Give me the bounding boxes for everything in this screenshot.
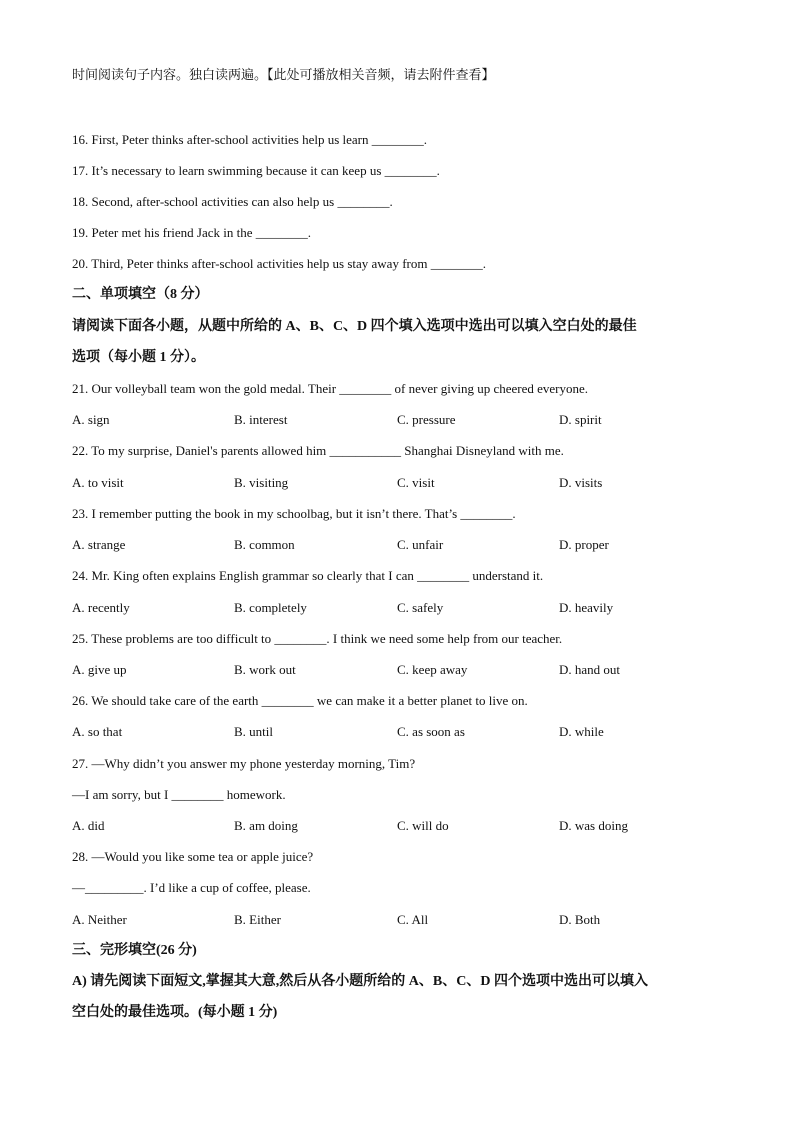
section-3-instruction: A) 请先阅读下面短文,掌握其大意,然后从各小题所给的 A、B、C、D 四个选项中选出可以填入 bbox=[72, 974, 648, 989]
question-28-stem-reply: —_________. I’d like a cup of coffee, please. bbox=[72, 880, 311, 895]
question-24-stem: 24. Mr. King often explains English grammar so clearly that I can ________ understand it. bbox=[72, 568, 544, 583]
option-a: A. did bbox=[72, 818, 105, 833]
question-22-stem: 22. To my surprise, Daniel's parents allowed him ___________ Shanghai Disneyland with me. bbox=[72, 443, 564, 458]
section-2-instruction: 请阅读下面各小题，从题中所给的 A、B、C、D 四个填入选项中选出可以填入空白处的最佳 bbox=[72, 319, 637, 334]
option-d: D. visits bbox=[559, 475, 603, 490]
question-22-options bbox=[72, 474, 722, 492]
question-20: 20. Third, Peter thinks after-school activities help us stay away from ________. bbox=[72, 256, 486, 271]
option-d: D. proper bbox=[559, 537, 609, 552]
question-28-options bbox=[72, 911, 722, 929]
question-23-options bbox=[72, 536, 722, 554]
option-c: C. unfair bbox=[397, 537, 444, 552]
option-d: D. spirit bbox=[559, 412, 602, 427]
question-27-stem: 27. —Why didn’t you answer my phone yesterday morning, Tim? bbox=[72, 756, 416, 771]
option-b: B. visiting bbox=[234, 475, 289, 490]
option-a: A. recently bbox=[72, 600, 130, 615]
option-d: D. Both bbox=[559, 912, 601, 927]
option-b: B. interest bbox=[234, 412, 288, 427]
question-19: 19. Peter met his friend Jack in the ________. bbox=[72, 225, 312, 240]
option-c: C. All bbox=[397, 912, 429, 927]
option-c: C. visit bbox=[397, 475, 435, 490]
option-a: A. give up bbox=[72, 662, 127, 677]
listening-intro: 时间阅读句子内容。独白读两遍。【此处可播放相关音频，请去附件查看】 bbox=[72, 67, 495, 82]
option-b: B. am doing bbox=[234, 818, 298, 833]
option-c: C. as soon as bbox=[397, 724, 465, 739]
question-28-stem: 28. —Would you like some tea or apple juice? bbox=[72, 849, 314, 864]
option-a: A. strange bbox=[72, 537, 126, 552]
option-c: C. pressure bbox=[397, 412, 456, 427]
question-27-stem-reply: —I am sorry, but I ________ homework. bbox=[72, 787, 286, 802]
option-c: C. will do bbox=[397, 818, 449, 833]
option-d: D. while bbox=[559, 724, 604, 739]
option-c: C. keep away bbox=[397, 662, 468, 677]
section-2-instruction-cont: 选项（每小题 1 分）。 bbox=[72, 350, 205, 365]
option-d: D. hand out bbox=[559, 662, 621, 677]
option-a: A. to visit bbox=[72, 475, 124, 490]
section-2-heading: 二、单项填空（8 分） bbox=[72, 287, 209, 302]
option-a: A. so that bbox=[72, 724, 123, 739]
question-16: 16. First, Peter thinks after-school activities help us learn ________. bbox=[72, 132, 428, 147]
question-21-stem: 21. Our volleyball team won the gold medal. Their ________ of never giving up cheered everyone. bbox=[72, 381, 589, 396]
option-b: B. completely bbox=[234, 600, 307, 615]
question-21-options bbox=[72, 411, 722, 429]
option-d: D. heavily bbox=[559, 600, 614, 615]
option-b: B. until bbox=[234, 724, 274, 739]
question-26-stem: 26. We should take care of the earth ________ we can make it a better planet to live on. bbox=[72, 693, 528, 708]
section-3-heading: 三、完形填空(26 分) bbox=[72, 943, 197, 958]
question-26-options bbox=[72, 723, 722, 741]
question-25-stem: 25. These problems are too difficult to ________. I think we need some help from our teacher. bbox=[72, 631, 563, 646]
option-b: B. work out bbox=[234, 662, 296, 677]
question-25-options bbox=[72, 661, 722, 679]
question-24-options bbox=[72, 599, 722, 617]
option-d: D. was doing bbox=[559, 818, 628, 833]
option-c: C. safely bbox=[397, 600, 444, 615]
question-27-options bbox=[72, 817, 722, 835]
option-b: B. Either bbox=[234, 912, 281, 927]
option-b: B. common bbox=[234, 537, 295, 552]
question-17: 17. It’s necessary to learn swimming because it can keep us ________. bbox=[72, 163, 440, 178]
question-18: 18. Second, after-school activities can also help us ________. bbox=[72, 194, 393, 209]
question-23-stem: 23. I remember putting the book in my schoolbag, but it isn’t there. That’s ________. bbox=[72, 506, 516, 521]
option-a: A. sign bbox=[72, 412, 110, 427]
option-a: A. Neither bbox=[72, 912, 127, 927]
section-3-instruction-cont: 空白处的最佳选项。(每小题 1 分) bbox=[72, 1005, 278, 1020]
